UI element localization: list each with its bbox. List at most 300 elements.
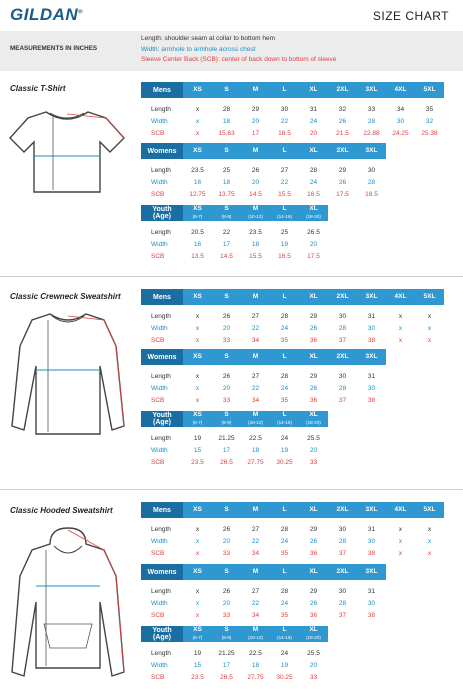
measurement-value: x xyxy=(398,525,403,533)
size-name: XS xyxy=(193,505,202,513)
measurement-value: 27 xyxy=(251,587,260,595)
size-header-cell xyxy=(270,289,299,305)
section-divider xyxy=(0,489,463,490)
measurement-label: Width xyxy=(151,661,168,669)
size-name: M xyxy=(252,146,259,154)
measurement-value: 28 xyxy=(338,324,347,332)
measurement-label: Width xyxy=(151,324,168,332)
size-name: 2XL xyxy=(336,292,349,300)
measurement-value: 28 xyxy=(222,105,231,113)
size-table-hoodie-youth xyxy=(141,626,328,683)
size-header-cell xyxy=(357,289,386,305)
measurement-value: 29 xyxy=(309,587,318,595)
size-age-range: (14-16) xyxy=(277,419,292,425)
measurement-value: 28 xyxy=(338,384,347,392)
size-header-cell xyxy=(328,143,357,159)
size-name: XS xyxy=(193,146,202,154)
measurement-value: x xyxy=(195,312,200,320)
measurement-value: x xyxy=(398,537,403,545)
measurement-value: 19 xyxy=(193,434,202,442)
measurement-row xyxy=(141,444,328,456)
measurement-value: x xyxy=(195,587,200,595)
measurement-value: 37 xyxy=(338,396,347,404)
size-name: XL xyxy=(309,85,318,93)
measurement-value: 30 xyxy=(338,587,347,595)
size-age-range: (14-16) xyxy=(277,634,292,640)
size-header-cells xyxy=(183,349,386,365)
measurement-value: 28 xyxy=(280,372,289,380)
measurement-label: Length xyxy=(151,312,171,320)
measurement-value: 32 xyxy=(338,105,347,113)
measurement-row xyxy=(141,334,444,346)
measurement-value: 24 xyxy=(309,178,318,186)
measurement-value: 21.25 xyxy=(218,649,235,657)
size-header-cell xyxy=(270,502,299,518)
measurement-value: 34 xyxy=(251,396,260,404)
tshirt-icon xyxy=(6,104,128,199)
measurement-value: 20 xyxy=(222,537,231,545)
measurement-value: 30 xyxy=(367,537,376,545)
size-table-hoodie-womens xyxy=(141,564,386,621)
measurement-value: x xyxy=(195,396,200,404)
measurement-value: 28 xyxy=(338,537,347,545)
size-header-cell xyxy=(183,564,212,580)
size-age-range: (6-7) xyxy=(192,213,203,219)
size-header-cell xyxy=(241,205,270,221)
measurement-value: 28 xyxy=(280,587,289,595)
group-label xyxy=(141,289,183,305)
measurement-value: 15 xyxy=(193,446,202,454)
size-name: M xyxy=(252,505,259,513)
size-header-cell xyxy=(299,82,328,98)
measurement-value: 26.5 xyxy=(220,458,233,466)
group-name: Youth xyxy=(152,627,172,634)
measurement-value: 18 xyxy=(222,117,231,125)
size-name: 3XL xyxy=(365,146,378,154)
measurement-value: 37 xyxy=(338,549,347,557)
measurement-value: 25.5 xyxy=(307,434,320,442)
size-name: L xyxy=(282,146,287,154)
group-label xyxy=(141,564,183,580)
size-header-cell xyxy=(328,289,357,305)
measurements-label: MEASUREMENTS IN INCHES xyxy=(10,45,98,52)
measurement-value: 26 xyxy=(309,599,318,607)
measurement-row xyxy=(141,394,386,406)
size-age-range: (18-20) xyxy=(306,419,321,425)
measurement-value: x xyxy=(398,336,403,344)
measurement-label: Length xyxy=(151,525,171,533)
size-header-row xyxy=(141,143,386,159)
size-name: S xyxy=(224,205,229,212)
measurement-label: Length xyxy=(151,166,171,174)
size-name: M xyxy=(252,567,259,575)
measurement-value: 26 xyxy=(222,587,231,595)
size-header-cell xyxy=(241,502,270,518)
group-name: Mens xyxy=(153,506,171,514)
measurement-row xyxy=(141,523,444,535)
size-header-cell xyxy=(299,143,328,159)
measurement-value: 20 xyxy=(309,446,318,454)
size-age-range: (8-9) xyxy=(221,634,232,640)
measurement-value: 31 xyxy=(367,587,376,595)
size-header-cell xyxy=(241,289,270,305)
size-table-tshirt-womens xyxy=(141,143,386,200)
measurement-value: 25.5 xyxy=(307,649,320,657)
measurement-value: 25 xyxy=(222,166,231,174)
width-definition: Width: armhole to armhole across chest xyxy=(141,45,256,53)
size-header-cell xyxy=(212,289,241,305)
measurement-value: x xyxy=(398,312,403,320)
measurement-value: 33 xyxy=(222,336,231,344)
hoodie-icon xyxy=(6,524,130,694)
size-header-cell xyxy=(241,626,270,642)
size-name: 5XL xyxy=(423,505,436,513)
measurement-value: 36 xyxy=(309,396,318,404)
measurement-value: 18.5 xyxy=(278,129,291,137)
measurement-value: 33 xyxy=(367,105,376,113)
size-header-row xyxy=(141,564,386,580)
size-header-row xyxy=(141,626,328,642)
measurement-label: Length xyxy=(151,434,171,442)
measurement-row xyxy=(141,547,444,559)
measurement-value: 24 xyxy=(280,599,289,607)
crewneck-sweatshirt-icon xyxy=(6,306,130,448)
page-header xyxy=(0,0,463,30)
measurement-value: 30 xyxy=(338,312,347,320)
group-sublabel: (Age) xyxy=(153,213,171,220)
size-header-cell xyxy=(212,82,241,98)
measurement-value: 35 xyxy=(280,549,289,557)
measurement-label: SCB xyxy=(151,611,165,619)
size-header-cell xyxy=(212,564,241,580)
size-header-cell xyxy=(357,564,386,580)
size-name: M xyxy=(252,205,259,212)
size-name: XS xyxy=(193,352,202,360)
size-name: 3XL xyxy=(365,292,378,300)
measurement-value: 23.5 xyxy=(191,166,204,174)
measurement-value: 33 xyxy=(222,611,231,619)
size-header-cell xyxy=(357,349,386,365)
group-name: Mens xyxy=(153,293,171,301)
measurement-value: 30 xyxy=(338,372,347,380)
size-name: L xyxy=(282,292,287,300)
size-age-range: (6-7) xyxy=(192,419,203,425)
measurement-value: 24 xyxy=(309,117,318,125)
group-label xyxy=(141,143,183,159)
measurement-value: 20 xyxy=(309,240,318,248)
measurement-value: 17.5 xyxy=(336,190,349,198)
measurement-value: 35 xyxy=(280,611,289,619)
size-header-cell xyxy=(299,349,328,365)
measurement-value: 22 xyxy=(251,537,260,545)
measurement-value: 24 xyxy=(280,649,289,657)
size-header-cell xyxy=(357,82,386,98)
size-header-cell xyxy=(212,502,241,518)
group-label xyxy=(141,411,183,427)
measurement-value: 20 xyxy=(251,178,260,186)
measurement-value: x xyxy=(427,336,432,344)
size-header-cell xyxy=(328,502,357,518)
measurement-row xyxy=(141,115,444,127)
measurement-value: 17 xyxy=(222,446,231,454)
measurement-label: SCB xyxy=(151,336,165,344)
measurement-row xyxy=(141,585,386,597)
measurement-value: x xyxy=(195,525,200,533)
size-header-cell xyxy=(183,82,212,98)
measurement-value: 22 xyxy=(251,324,260,332)
measurement-value: 27 xyxy=(251,372,260,380)
size-header-cell xyxy=(270,349,299,365)
measurement-value: 25.38 xyxy=(421,129,438,137)
measurement-value: 26 xyxy=(338,117,347,125)
measurement-value: 13.5 xyxy=(191,252,204,260)
measurement-value: 27.75 xyxy=(247,673,264,681)
size-name: S xyxy=(224,85,229,93)
measurement-row xyxy=(141,226,328,238)
size-age-range: (10-12) xyxy=(248,213,263,219)
size-name: M xyxy=(252,626,259,633)
size-name: L xyxy=(282,505,287,513)
measurement-label: SCB xyxy=(151,673,165,681)
measurement-value: 14.5 xyxy=(249,190,262,198)
measurement-value: 25 xyxy=(280,228,289,236)
measurement-value: 26 xyxy=(309,537,318,545)
measurement-value: x xyxy=(427,525,432,533)
group-sublabel: (Age) xyxy=(153,634,171,641)
measurement-value: 34 xyxy=(251,336,260,344)
measurement-value: 22 xyxy=(251,384,260,392)
measurement-label: Length xyxy=(151,587,171,595)
measurement-value: 38 xyxy=(367,396,376,404)
gildan-logo: GILDAN® xyxy=(10,5,84,24)
measurement-value: 22.5 xyxy=(249,649,262,657)
measurement-value: 26.5 xyxy=(220,673,233,681)
measurement-value: 13.75 xyxy=(218,190,235,198)
measurement-value: 27 xyxy=(251,312,260,320)
size-age-range: (10-12) xyxy=(248,419,263,425)
size-name: 2XL xyxy=(336,567,349,575)
measurements-definitions xyxy=(141,34,336,66)
measurement-value: 16.5 xyxy=(307,190,320,198)
measurement-value: x xyxy=(398,549,403,557)
measurement-value: x xyxy=(427,324,432,332)
measurement-value: x xyxy=(195,384,200,392)
size-header-cells xyxy=(183,289,444,305)
size-name: 4XL xyxy=(394,505,407,513)
size-name: XS xyxy=(193,411,202,418)
measurement-value: 17 xyxy=(222,240,231,248)
size-name: M xyxy=(252,85,259,93)
size-header-row xyxy=(141,205,328,221)
size-header-cells xyxy=(183,205,328,221)
size-header-cell xyxy=(241,411,270,427)
measurement-value: 28 xyxy=(367,178,376,186)
measurement-value: 27.75 xyxy=(247,458,264,466)
measurement-value: 24.25 xyxy=(392,129,409,137)
size-name: XL xyxy=(309,292,318,300)
size-header-cell xyxy=(241,564,270,580)
measurement-value: 36 xyxy=(309,611,318,619)
measurement-value: 29 xyxy=(309,312,318,320)
measurement-row xyxy=(141,310,444,322)
measurement-value: 30 xyxy=(280,105,289,113)
measurement-value: 18.5 xyxy=(365,190,378,198)
measurement-value: 29 xyxy=(309,525,318,533)
measurement-value: 18 xyxy=(251,446,260,454)
group-label xyxy=(141,502,183,518)
measurement-value: 33 xyxy=(222,549,231,557)
measurement-label: Length xyxy=(151,649,171,657)
group-label xyxy=(141,349,183,365)
size-header-cell xyxy=(183,411,212,427)
measurement-value: 30 xyxy=(338,525,347,533)
size-header-cell xyxy=(270,411,299,427)
measurement-value: 29 xyxy=(251,105,260,113)
size-name: 5XL xyxy=(423,85,436,93)
measurement-value: 19 xyxy=(280,240,289,248)
size-name: 3XL xyxy=(365,85,378,93)
measurement-value: 15.63 xyxy=(218,129,235,137)
measurements-legend xyxy=(0,31,463,71)
measurement-value: 17 xyxy=(251,129,260,137)
size-header-cell xyxy=(212,205,241,221)
size-name: XL xyxy=(309,567,318,575)
size-header-cell xyxy=(415,82,444,98)
measurement-value: 20.5 xyxy=(191,228,204,236)
measurement-value: 20 xyxy=(309,129,318,137)
measurement-value: 17 xyxy=(222,661,231,669)
size-name: 2XL xyxy=(336,146,349,154)
size-header-cell xyxy=(270,205,299,221)
measurement-label: SCB xyxy=(151,458,165,466)
measurement-value: 31 xyxy=(367,312,376,320)
size-header-cell xyxy=(299,626,328,642)
measurement-value: 23.5 xyxy=(191,673,204,681)
measurement-value: 26 xyxy=(222,525,231,533)
size-header-cell xyxy=(299,564,328,580)
measurement-value: 22.5 xyxy=(249,434,262,442)
size-header-row xyxy=(141,502,444,518)
size-name: L xyxy=(282,626,287,633)
measurement-label: Width xyxy=(151,446,168,454)
measurement-value: 15.5 xyxy=(278,190,291,198)
size-header-cell xyxy=(183,349,212,365)
measurement-value: 23.5 xyxy=(249,228,262,236)
size-name: L xyxy=(282,567,287,575)
measurement-value: x xyxy=(195,611,200,619)
measurement-label: Width xyxy=(151,599,168,607)
measurement-value: 30.25 xyxy=(276,673,293,681)
measurement-row xyxy=(141,671,328,683)
measurement-value: 33 xyxy=(309,458,318,466)
product-title-tshirt: Classic T-Shirt xyxy=(10,84,66,93)
measurement-value: 21.5 xyxy=(336,129,349,137)
size-header-cells xyxy=(183,411,328,427)
measurement-value: 15 xyxy=(193,661,202,669)
size-name: XL xyxy=(309,146,318,154)
measurement-label: Length xyxy=(151,228,171,236)
measurement-row xyxy=(141,322,444,334)
measurement-label: Length xyxy=(151,105,171,113)
measurement-row xyxy=(141,238,328,250)
size-name: S xyxy=(224,352,229,360)
size-name: S xyxy=(224,411,229,418)
measurement-label: Width xyxy=(151,384,168,392)
size-name: XS xyxy=(193,85,202,93)
size-header-cell xyxy=(357,502,386,518)
measurement-value: 34 xyxy=(251,549,260,557)
size-header-cell xyxy=(415,502,444,518)
measurement-row xyxy=(141,188,386,200)
size-table-crewneck-mens xyxy=(141,289,444,346)
size-name: 2XL xyxy=(336,85,349,93)
measurement-value: 35 xyxy=(280,396,289,404)
group-name: Womens xyxy=(147,147,177,155)
measurement-value: 24 xyxy=(280,324,289,332)
measurement-value: 18 xyxy=(251,240,260,248)
size-name: XL xyxy=(309,411,318,418)
measurement-value: 26 xyxy=(251,166,260,174)
size-header-cell xyxy=(183,143,212,159)
group-name: Youth xyxy=(152,412,172,419)
measurement-value: x xyxy=(195,549,200,557)
measurement-value: 26 xyxy=(222,372,231,380)
measurement-label: SCB xyxy=(151,396,165,404)
measurement-value: 20 xyxy=(222,324,231,332)
measurement-label: Width xyxy=(151,178,168,186)
group-name: Mens xyxy=(153,86,171,94)
size-header-cell xyxy=(328,349,357,365)
measurement-value: x xyxy=(195,105,200,113)
size-age-range: (18-20) xyxy=(306,634,321,640)
measurement-value: 19 xyxy=(280,446,289,454)
size-table-crewneck-womens xyxy=(141,349,386,406)
group-name: Womens xyxy=(147,568,177,576)
measurement-value: x xyxy=(195,324,200,332)
measurement-value: 23.5 xyxy=(191,458,204,466)
size-header-cell xyxy=(212,411,241,427)
measurement-value: 31 xyxy=(309,105,318,113)
size-header-cell xyxy=(212,349,241,365)
size-name: L xyxy=(282,205,287,212)
measurement-value: 34 xyxy=(396,105,405,113)
size-header-cell xyxy=(183,626,212,642)
size-header-cell xyxy=(299,502,328,518)
measurement-label: Width xyxy=(151,537,168,545)
measurement-value: 20 xyxy=(251,117,260,125)
measurement-value: 36 xyxy=(309,336,318,344)
measurement-value: 28 xyxy=(309,166,318,174)
measurement-value: 29 xyxy=(338,166,347,174)
size-table-tshirt-youth xyxy=(141,205,328,262)
measurement-value: 27 xyxy=(280,166,289,174)
measurement-value: 20 xyxy=(222,599,231,607)
measurement-value: x xyxy=(398,324,403,332)
measurement-value: 26 xyxy=(309,324,318,332)
size-name: 2XL xyxy=(336,505,349,513)
measurement-row xyxy=(141,370,386,382)
size-name: XS xyxy=(193,292,202,300)
measurement-value: x xyxy=(195,336,200,344)
measurement-value: 30 xyxy=(396,117,405,125)
measurement-value: 29 xyxy=(309,372,318,380)
group-name: Womens xyxy=(147,353,177,361)
measurement-value: 36 xyxy=(309,549,318,557)
size-header-row xyxy=(141,82,444,98)
measurement-value: 38 xyxy=(367,549,376,557)
size-table-tshirt-mens xyxy=(141,82,444,139)
size-header-cell xyxy=(299,289,328,305)
